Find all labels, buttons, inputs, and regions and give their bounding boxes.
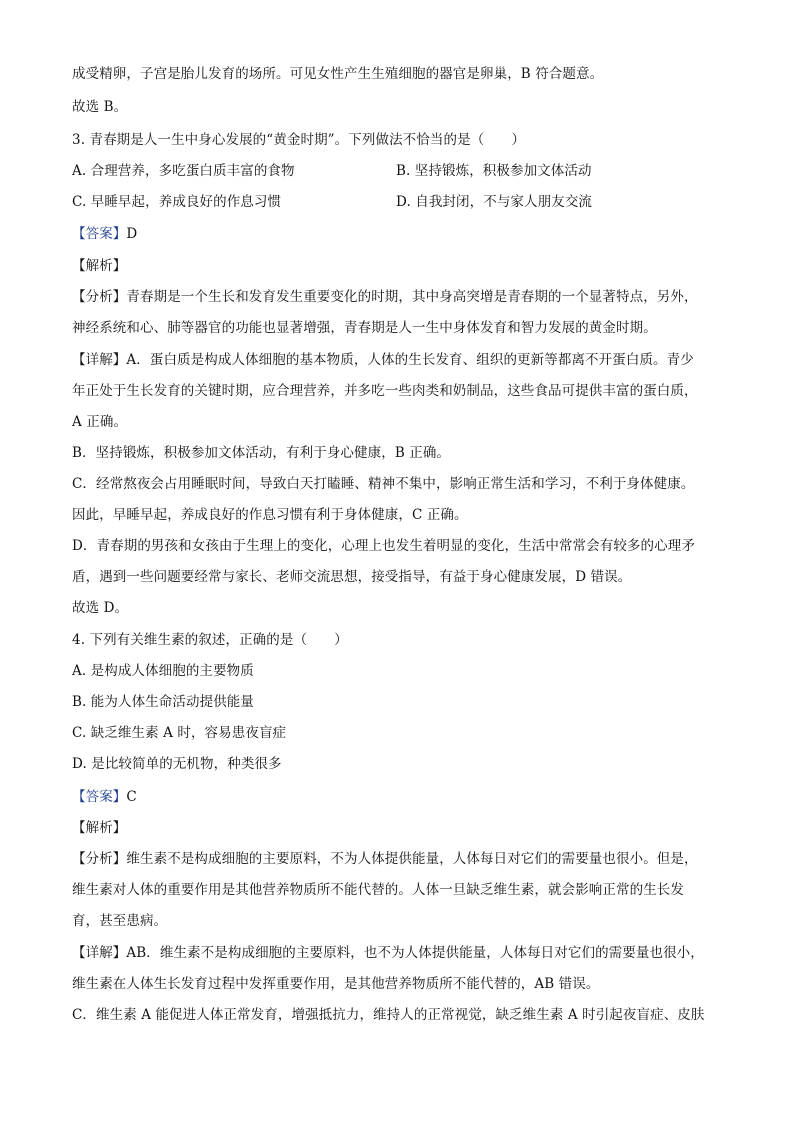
conclusion-text: 故选 D。 (72, 600, 129, 616)
xiangjie-text: 因此，早睡早起，养成良好的作息习惯有利于身体健康，C 正确。 (72, 507, 468, 523)
option-d: D. 自我封闭，不与家人朋友交流 (396, 194, 593, 210)
question-stem: 3. 青春期是人一生中身心发展的“黄金时期”。下列做法不恰当的是（ ） (72, 132, 526, 148)
fenxi-tag: 【分析】 (72, 851, 127, 867)
xiangjie-text: C．经常熬夜会占用睡眠时间，导致白天打瞌睡、精神不集中，影响正常生活和学习，不利于身体健康。 (72, 476, 695, 492)
option-c: C. 早睡早起，养成良好的作息习惯 (72, 194, 282, 210)
option-b: B. 坚持锻炼，积极参加文体活动 (396, 163, 592, 179)
answer-tag: 【答案】 (72, 789, 127, 805)
option-b: B. 能为人体生命活动提供能量 (72, 694, 255, 710)
body-text: 成受精卵，子宫是胎儿发育的场所。可见女性产生生殖细胞的器官是卵巢，B 符合题意。 (72, 66, 604, 82)
option-d: D. 是比较简单的无机物，种类很多 (72, 756, 282, 772)
answer-value: D (126, 226, 138, 242)
fenxi-text: 青春期是一个生长和发育发生重要变化的时期，其中身高突增是青春期的一个显著特点，另外， (126, 289, 698, 305)
xiangjie-text: A．蛋白质是构成人体细胞的基本物质，人体的生长发育、组织的更新等都离不开蛋白质。青少 (126, 352, 694, 368)
answer-line (72, 787, 722, 807)
answer-value: C (126, 789, 137, 805)
xiangjie-text: A 正确。 (72, 414, 128, 430)
option-a: A. 合理营养，多吃蛋白质丰富的食物 (72, 163, 295, 179)
analysis-tag: 【解析】 (72, 820, 127, 836)
answer-line (72, 224, 722, 244)
xiangjie-text: D．青春期的男孩和女孩由于生理上的变化，心理上也发生着明显的变化，生活中常常会有较多的心理矛 (72, 538, 695, 554)
fenxi-text: 维生素不是构成细胞的主要原料，不为人体提供能量，人体每日对它们的需要量也很小。但是， (126, 851, 698, 867)
option-c: C. 缺乏维生素 A 时，容易患夜盲症 (72, 725, 287, 741)
xiangjie-line (72, 350, 722, 370)
xiangjie-text: B．坚持锻炼，积极参加文体活动，有利于身心健康，B 正确。 (72, 445, 451, 461)
fenxi-text: 维生素对人体的重要作用是其他营养物质所不能代替的。人体一旦缺乏维生素，就会影响正常的生长发 (72, 882, 684, 898)
xiangjie-text: 维生素在人体生长发育过程中发挥重要作用，是其他营养物质所不能代替的，AB 错误。 (72, 976, 600, 992)
fenxi-line (72, 287, 722, 307)
analysis-tag: 【解析】 (72, 258, 127, 274)
fenxi-text: 育，甚至患病。 (72, 913, 168, 929)
xiangjie-text: 盾，遇到一些问题要经常与家长、老师交流思想，接受指导，有益于身心健康发展，D 错误。 (72, 569, 632, 585)
option-a: A. 是构成人体细胞的主要物质 (72, 663, 254, 679)
xiangjie-tag: 【详解】 (72, 945, 127, 961)
fenxi-line (72, 849, 722, 869)
xiangjie-line (72, 943, 722, 963)
conclusion-text: 故选 B。 (72, 99, 128, 115)
question-stem: 4. 下列有关维生素的叙述，正确的是（ ） (72, 632, 348, 648)
fenxi-tag: 【分析】 (72, 289, 127, 305)
xiangjie-text: AB．维生素不是构成细胞的主要原料，也不为人体提供能量，人体每日对它们的需要量也很小， (126, 945, 704, 961)
fenxi-text: 神经系统和心、肺等器官的功能也显著增强，青春期是人一生中身体发育和智力发展的黄金时期。 (72, 320, 657, 336)
answer-tag: 【答案】 (72, 226, 127, 242)
xiangjie-tag: 【详解】 (72, 352, 127, 368)
xiangjie-text: C．维生素 A 能促进人体正常发育，增强抵抗力，维持人的正常视觉，缺乏维生素 A 时引起夜盲症、皮肤 (72, 1007, 705, 1023)
xiangjie-text: 年正处于生长发育的关键时期，应合理营养，并多吃一些肉类和奶制品，这些食品可提供丰富的蛋白质， (72, 383, 698, 399)
